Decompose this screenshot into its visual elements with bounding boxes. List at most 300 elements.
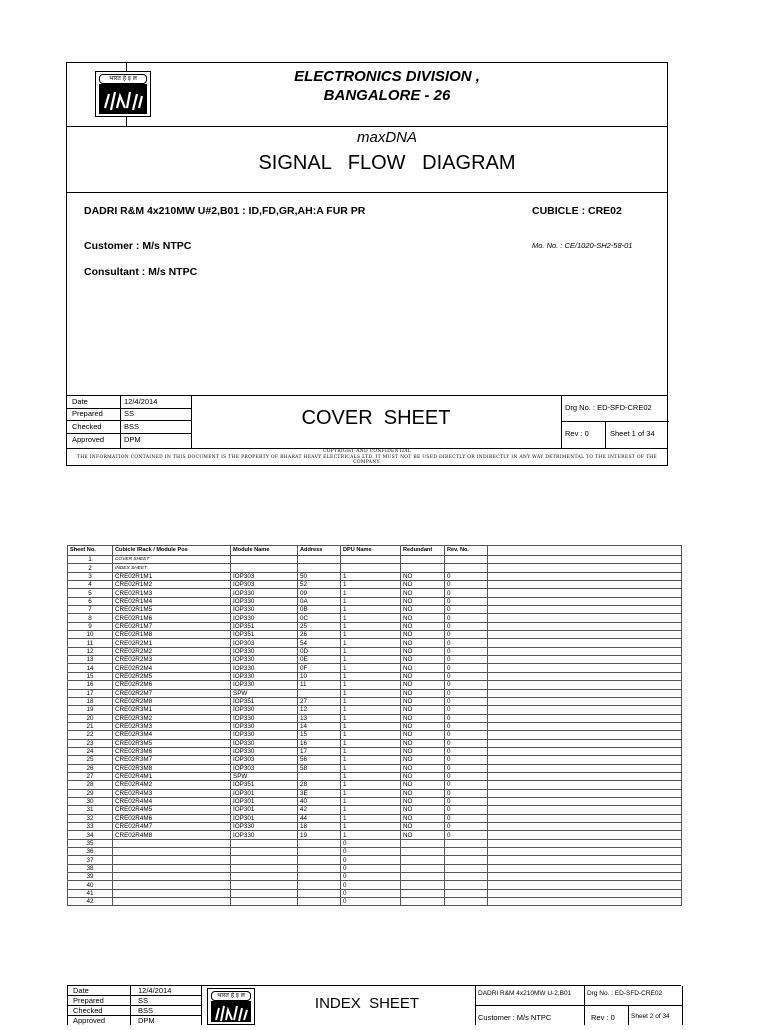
table-cell: IOP330 — [231, 823, 298, 831]
table-cell: NO — [401, 714, 445, 722]
table-cell: IOP330 — [231, 681, 298, 689]
table-cell — [488, 789, 682, 797]
table-cell: 0 — [445, 672, 488, 680]
table-cell — [298, 839, 341, 847]
divider — [584, 986, 585, 1025]
table-row — [68, 747, 682, 755]
table-cell: IOP301 — [231, 789, 298, 797]
table-cell — [488, 873, 682, 881]
table-cell: CRE02R4M7 — [113, 823, 231, 831]
table-cell — [113, 881, 231, 889]
table-cell: 1 — [341, 706, 401, 714]
drawing-number: Drg No. : ED-SFD-CRE02 — [565, 403, 652, 412]
table-cell: 0 — [445, 639, 488, 647]
table-cell — [488, 856, 682, 864]
table-cell — [488, 881, 682, 889]
index-table-body — [68, 556, 682, 906]
table-cell — [488, 781, 682, 789]
table-cell: 1 — [341, 622, 401, 630]
signoff-label: Date — [72, 397, 88, 406]
table-cell: NO — [401, 622, 445, 630]
table-cell: 0 — [445, 823, 488, 831]
table-cell: 30 — [68, 797, 113, 805]
table-row — [68, 556, 682, 564]
table-row — [68, 797, 682, 805]
table-cell — [488, 664, 682, 672]
table-row — [68, 606, 682, 614]
table-cell: 0 — [445, 606, 488, 614]
column-header: Sheet No. — [68, 546, 113, 556]
table-cell: CRE02R1M6 — [113, 614, 231, 622]
signoff-label: Checked — [72, 422, 102, 431]
table-cell: IOP330 — [231, 589, 298, 597]
table-cell: NO — [401, 814, 445, 822]
table-cell: CRE02R4M8 — [113, 831, 231, 839]
table-cell: 50 — [298, 572, 341, 580]
table-row — [68, 772, 682, 780]
table-cell: CRE02R2M2 — [113, 647, 231, 655]
index-title-block — [67, 985, 681, 1025]
table-cell — [298, 881, 341, 889]
table-cell — [488, 848, 682, 856]
table-cell — [401, 839, 445, 847]
table-cell: 40 — [298, 797, 341, 805]
table-cell: 19 — [68, 706, 113, 714]
table-cell: 37 — [68, 856, 113, 864]
table-cell — [488, 889, 682, 897]
signoff-label: Prepared — [73, 996, 104, 1005]
table-cell: 1 — [341, 689, 401, 697]
table-cell — [298, 873, 341, 881]
table-cell: 26 — [68, 764, 113, 772]
table-cell: 1 — [68, 556, 113, 564]
table-cell: 0 — [341, 864, 401, 872]
table-cell — [488, 622, 682, 630]
table-cell: 6 — [68, 597, 113, 605]
table-cell — [113, 856, 231, 864]
table-cell — [231, 889, 298, 897]
table-cell — [488, 681, 682, 689]
table-row — [68, 672, 682, 680]
table-cell: 39 — [68, 873, 113, 881]
table-row — [68, 789, 682, 797]
table-cell: 3 — [68, 572, 113, 580]
table-row — [68, 764, 682, 772]
table-cell: 0 — [445, 622, 488, 630]
table-cell: 1 — [341, 614, 401, 622]
table-cell: 0 — [445, 697, 488, 705]
table-cell — [488, 814, 682, 822]
table-cell: 0 — [445, 722, 488, 730]
bhel-logo — [95, 71, 151, 117]
table-cell — [488, 772, 682, 780]
table-cell: IOP351 — [231, 697, 298, 705]
signoff-value: 12/4/2014 — [138, 986, 172, 995]
table-row — [68, 664, 682, 672]
product-name: maxDNA — [356, 129, 417, 146]
table-cell: IOP330 — [231, 706, 298, 714]
cover-sheet — [66, 62, 668, 466]
table-row — [68, 814, 682, 822]
table-cell: 1 — [341, 664, 401, 672]
customer-label: Customer : M/s NTPC — [84, 240, 192, 252]
table-cell: IOP330 — [231, 656, 298, 664]
table-cell: NO — [401, 656, 445, 664]
table-cell: 0 — [341, 848, 401, 856]
table-cell: 54 — [298, 639, 341, 647]
table-cell — [488, 614, 682, 622]
table-cell — [231, 864, 298, 872]
table-cell: CRE02R2M5 — [113, 672, 231, 680]
table-cell: CRE02R2M7 — [113, 689, 231, 697]
table-cell: NO — [401, 731, 445, 739]
table-cell: 13 — [68, 656, 113, 664]
table-cell — [488, 806, 682, 814]
table-cell — [231, 898, 298, 906]
project-title: DADRI R&M 4x210MW U#2,B01 : ID,FD,GR,AH:A FUR PR — [84, 205, 366, 217]
table-cell: 1 — [341, 764, 401, 772]
table-cell — [488, 823, 682, 831]
table-cell — [445, 856, 488, 864]
table-cell — [488, 581, 682, 589]
table-row — [68, 656, 682, 664]
table-cell: 32 — [68, 814, 113, 822]
table-cell — [341, 564, 401, 572]
cubicle-label: CUBICLE : CRE02 — [532, 205, 622, 217]
table-row — [68, 873, 682, 881]
divider — [605, 421, 606, 448]
table-cell — [298, 556, 341, 564]
table-cell: 0 — [445, 664, 488, 672]
table-cell: 0 — [341, 881, 401, 889]
table-cell: IOP330 — [231, 747, 298, 755]
table-cell: NO — [401, 706, 445, 714]
table-cell: 4 — [68, 581, 113, 589]
table-cell: 1 — [341, 639, 401, 647]
table-cell: 10 — [68, 631, 113, 639]
divider — [120, 395, 121, 448]
table-cell: 0 — [445, 647, 488, 655]
table-cell — [488, 714, 682, 722]
table-cell: 14 — [68, 664, 113, 672]
table-cell — [298, 564, 341, 572]
table-row — [68, 689, 682, 697]
table-cell: 1 — [341, 831, 401, 839]
bhel-mark-icon — [99, 84, 147, 114]
table-cell: 0 — [445, 714, 488, 722]
table-cell: 1 — [341, 797, 401, 805]
table-cell: CRE02R3M6 — [113, 747, 231, 755]
table-cell: IOP351 — [231, 631, 298, 639]
table-cell — [231, 564, 298, 572]
table-cell: 42 — [298, 806, 341, 814]
table-cell: CRE02R4M6 — [113, 814, 231, 822]
table-row — [68, 722, 682, 730]
table-cell — [488, 672, 682, 680]
table-cell: 1 — [341, 656, 401, 664]
table-cell: CRE02R4M1 — [113, 772, 231, 780]
column-header — [488, 546, 682, 556]
table-cell: 0 — [445, 614, 488, 622]
table-cell: NO — [401, 722, 445, 730]
table-row — [68, 756, 682, 764]
table-row — [68, 697, 682, 705]
table-cell: CRE02R3M2 — [113, 714, 231, 722]
table-cell: CRE02R4M3 — [113, 789, 231, 797]
signoff-label: Prepared — [72, 409, 103, 418]
index-table — [67, 545, 682, 906]
table-cell — [445, 848, 488, 856]
table-cell: NO — [401, 581, 445, 589]
table-row — [68, 864, 682, 872]
table-cell: SPW — [231, 689, 298, 697]
table-cell: 25 — [298, 622, 341, 630]
table-cell: IOP330 — [231, 739, 298, 747]
table-cell — [445, 564, 488, 572]
copyright-text: THE INFORMATION CONTAINED IN THIS DOCUMENT IS THE PROPERTY OF BHARAT HEAVY ELECTRICALS LTD. IT MUST NOT BE USED DIRECTLY OR INDIRECTLY IN ANY WAY DETRIMENTAL TO THE INTEREST OF THE COMPANY. — [76, 455, 658, 465]
table-cell — [488, 647, 682, 655]
divider — [67, 395, 667, 396]
table-cell: 1 — [341, 597, 401, 605]
table-cell: NO — [401, 672, 445, 680]
table-cell: 09 — [298, 589, 341, 597]
table-cell: 1 — [341, 581, 401, 589]
table-cell: 18 — [298, 823, 341, 831]
table-row — [68, 639, 682, 647]
table-cell: NO — [401, 606, 445, 614]
table-cell: 28 — [298, 781, 341, 789]
table-cell: 0D — [298, 647, 341, 655]
column-header: Module Name — [231, 546, 298, 556]
table-cell — [231, 873, 298, 881]
table-cell: 0 — [445, 631, 488, 639]
table-cell: NO — [401, 572, 445, 580]
signoff-label: Approved — [72, 435, 105, 444]
table-cell: 0E — [298, 656, 341, 664]
table-cell — [445, 864, 488, 872]
table-cell: IOP330 — [231, 606, 298, 614]
table-cell: CRE02R2M1 — [113, 639, 231, 647]
table-cell: IOP330 — [231, 597, 298, 605]
table-cell — [445, 889, 488, 897]
table-cell — [488, 631, 682, 639]
table-cell: 2 — [68, 564, 113, 572]
table-cell: 16 — [68, 681, 113, 689]
table-cell: 16 — [298, 739, 341, 747]
index-project: DADRI R&M 4x210MW U-2,B01 — [478, 990, 572, 997]
table-cell: NO — [401, 739, 445, 747]
index-revision: Rev : 0 — [591, 1013, 615, 1022]
table-cell: IOP330 — [231, 664, 298, 672]
table-row — [68, 572, 682, 580]
table-row — [68, 731, 682, 739]
table-cell: 28 — [68, 781, 113, 789]
table-cell: 0 — [445, 764, 488, 772]
table-cell — [488, 706, 682, 714]
table-cell: 33 — [68, 823, 113, 831]
table-cell — [488, 764, 682, 772]
signoff-label: Approved — [73, 1016, 106, 1025]
signoff-value: DPM — [124, 435, 141, 444]
table-row — [68, 898, 682, 906]
table-cell: 13 — [298, 714, 341, 722]
table-cell — [113, 898, 231, 906]
table-cell: COVER SHEET — [113, 556, 231, 564]
table-cell: 0 — [445, 806, 488, 814]
table-cell: 11 — [68, 639, 113, 647]
table-cell: 9 — [68, 622, 113, 630]
table-cell — [488, 697, 682, 705]
table-header-row — [68, 546, 682, 556]
table-cell — [298, 898, 341, 906]
table-cell: 58 — [298, 764, 341, 772]
table-cell: 0 — [341, 898, 401, 906]
table-cell: 0 — [445, 581, 488, 589]
table-cell: IOP351 — [231, 622, 298, 630]
table-cell: CRE02R2M3 — [113, 656, 231, 664]
table-cell: 1 — [341, 756, 401, 764]
table-cell — [488, 564, 682, 572]
signoff-value: BSS — [124, 422, 140, 431]
divider — [628, 1005, 629, 1025]
table-cell: INDEX SHEET — [113, 564, 231, 572]
table-cell: CRE02R4M4 — [113, 797, 231, 805]
table-cell: CRE02R4M2 — [113, 781, 231, 789]
table-cell: 0 — [445, 772, 488, 780]
table-cell: 15 — [68, 672, 113, 680]
table-cell: NO — [401, 597, 445, 605]
table-cell: NO — [401, 681, 445, 689]
table-cell: NO — [401, 614, 445, 622]
table-cell: 0 — [445, 789, 488, 797]
table-row — [68, 631, 682, 639]
table-cell: IOP330 — [231, 722, 298, 730]
index-sheet-number: Sheet 2 of 34 — [631, 1013, 670, 1020]
table-cell — [445, 839, 488, 847]
table-cell: 17 — [298, 747, 341, 755]
table-cell: 12 — [298, 706, 341, 714]
table-cell — [488, 797, 682, 805]
table-cell: IOP330 — [231, 647, 298, 655]
table-cell — [298, 856, 341, 864]
table-cell — [231, 839, 298, 847]
table-cell — [488, 898, 682, 906]
table-cell: 18 — [68, 697, 113, 705]
table-cell: 0A — [298, 597, 341, 605]
table-row — [68, 823, 682, 831]
table-cell: 0 — [445, 589, 488, 597]
column-header: Rev. No. — [445, 546, 488, 556]
table-cell: 1 — [341, 772, 401, 780]
table-cell: 36 — [68, 848, 113, 856]
table-cell: 1 — [341, 714, 401, 722]
bhel-logo — [207, 988, 255, 1025]
table-cell: CRE02R1M3 — [113, 589, 231, 597]
table-cell: 26 — [298, 631, 341, 639]
table-row — [68, 564, 682, 572]
table-cell: 22 — [68, 731, 113, 739]
table-cell: 1 — [341, 806, 401, 814]
revision: Rev : 0 — [565, 429, 589, 438]
table-cell — [488, 722, 682, 730]
signoff-value: 12/4/2014 — [124, 397, 158, 406]
table-cell: CRE02R1M1 — [113, 572, 231, 580]
table-cell: 17 — [68, 689, 113, 697]
divider — [476, 1005, 682, 1006]
table-cell: 40 — [68, 881, 113, 889]
table-cell: 0 — [341, 889, 401, 897]
table-cell: 1 — [341, 631, 401, 639]
table-cell: IOP330 — [231, 614, 298, 622]
table-cell: CRE02R3M5 — [113, 739, 231, 747]
table-row — [68, 714, 682, 722]
table-cell: 0 — [445, 739, 488, 747]
table-cell: 7 — [68, 606, 113, 614]
table-cell: IOP330 — [231, 714, 298, 722]
table-row — [68, 581, 682, 589]
table-cell: IOP301 — [231, 797, 298, 805]
table-cell — [488, 689, 682, 697]
table-cell — [113, 864, 231, 872]
index-drg-block — [475, 986, 683, 1025]
table-cell: 5 — [68, 589, 113, 597]
signoff-label: Date — [73, 986, 89, 995]
table-row — [68, 681, 682, 689]
table-cell: 0 — [445, 747, 488, 755]
table-cell: 19 — [298, 831, 341, 839]
table-cell: CRE02R2M6 — [113, 681, 231, 689]
signoff-label: Checked — [73, 1006, 103, 1015]
table-cell: NO — [401, 789, 445, 797]
table-cell: 27 — [68, 772, 113, 780]
table-cell — [488, 747, 682, 755]
column-header: Cubicle /Rack / Module Pos — [113, 546, 231, 556]
table-cell: 38 — [68, 864, 113, 872]
copyright-heading: COPYRIGHT AND CONFIDENTIAL — [322, 449, 412, 454]
signoff-value: SS — [124, 409, 135, 418]
table-cell: IOP301 — [231, 814, 298, 822]
table-cell: 0F — [298, 664, 341, 672]
table-row — [68, 597, 682, 605]
sheet-number: Sheet 1 of 34 — [610, 429, 655, 438]
table-cell: 25 — [68, 756, 113, 764]
table-cell: 35 — [68, 839, 113, 847]
table-cell — [488, 606, 682, 614]
table-cell: IOP351 — [231, 781, 298, 789]
table-cell — [445, 881, 488, 889]
table-cell — [231, 556, 298, 564]
table-cell: IOP330 — [231, 672, 298, 680]
table-cell: 1 — [341, 731, 401, 739]
table-row — [68, 781, 682, 789]
table-cell: 0 — [341, 873, 401, 881]
table-cell: NO — [401, 797, 445, 805]
table-cell: SPW — [231, 772, 298, 780]
table-cell — [445, 556, 488, 564]
table-cell: 0 — [341, 856, 401, 864]
table-cell — [341, 556, 401, 564]
table-cell: 1 — [341, 789, 401, 797]
table-cell: 0 — [445, 706, 488, 714]
table-cell: CRE02R1M8 — [113, 631, 231, 639]
table-cell: CRE02R3M1 — [113, 706, 231, 714]
logo-text: भारत हे इ ल — [211, 991, 251, 1001]
index-drawing-number: Drg No. : ED-SFD-CRE02 — [587, 990, 663, 997]
table-cell — [488, 589, 682, 597]
divider — [67, 420, 191, 421]
table-cell: 41 — [68, 889, 113, 897]
table-cell: NO — [401, 756, 445, 764]
